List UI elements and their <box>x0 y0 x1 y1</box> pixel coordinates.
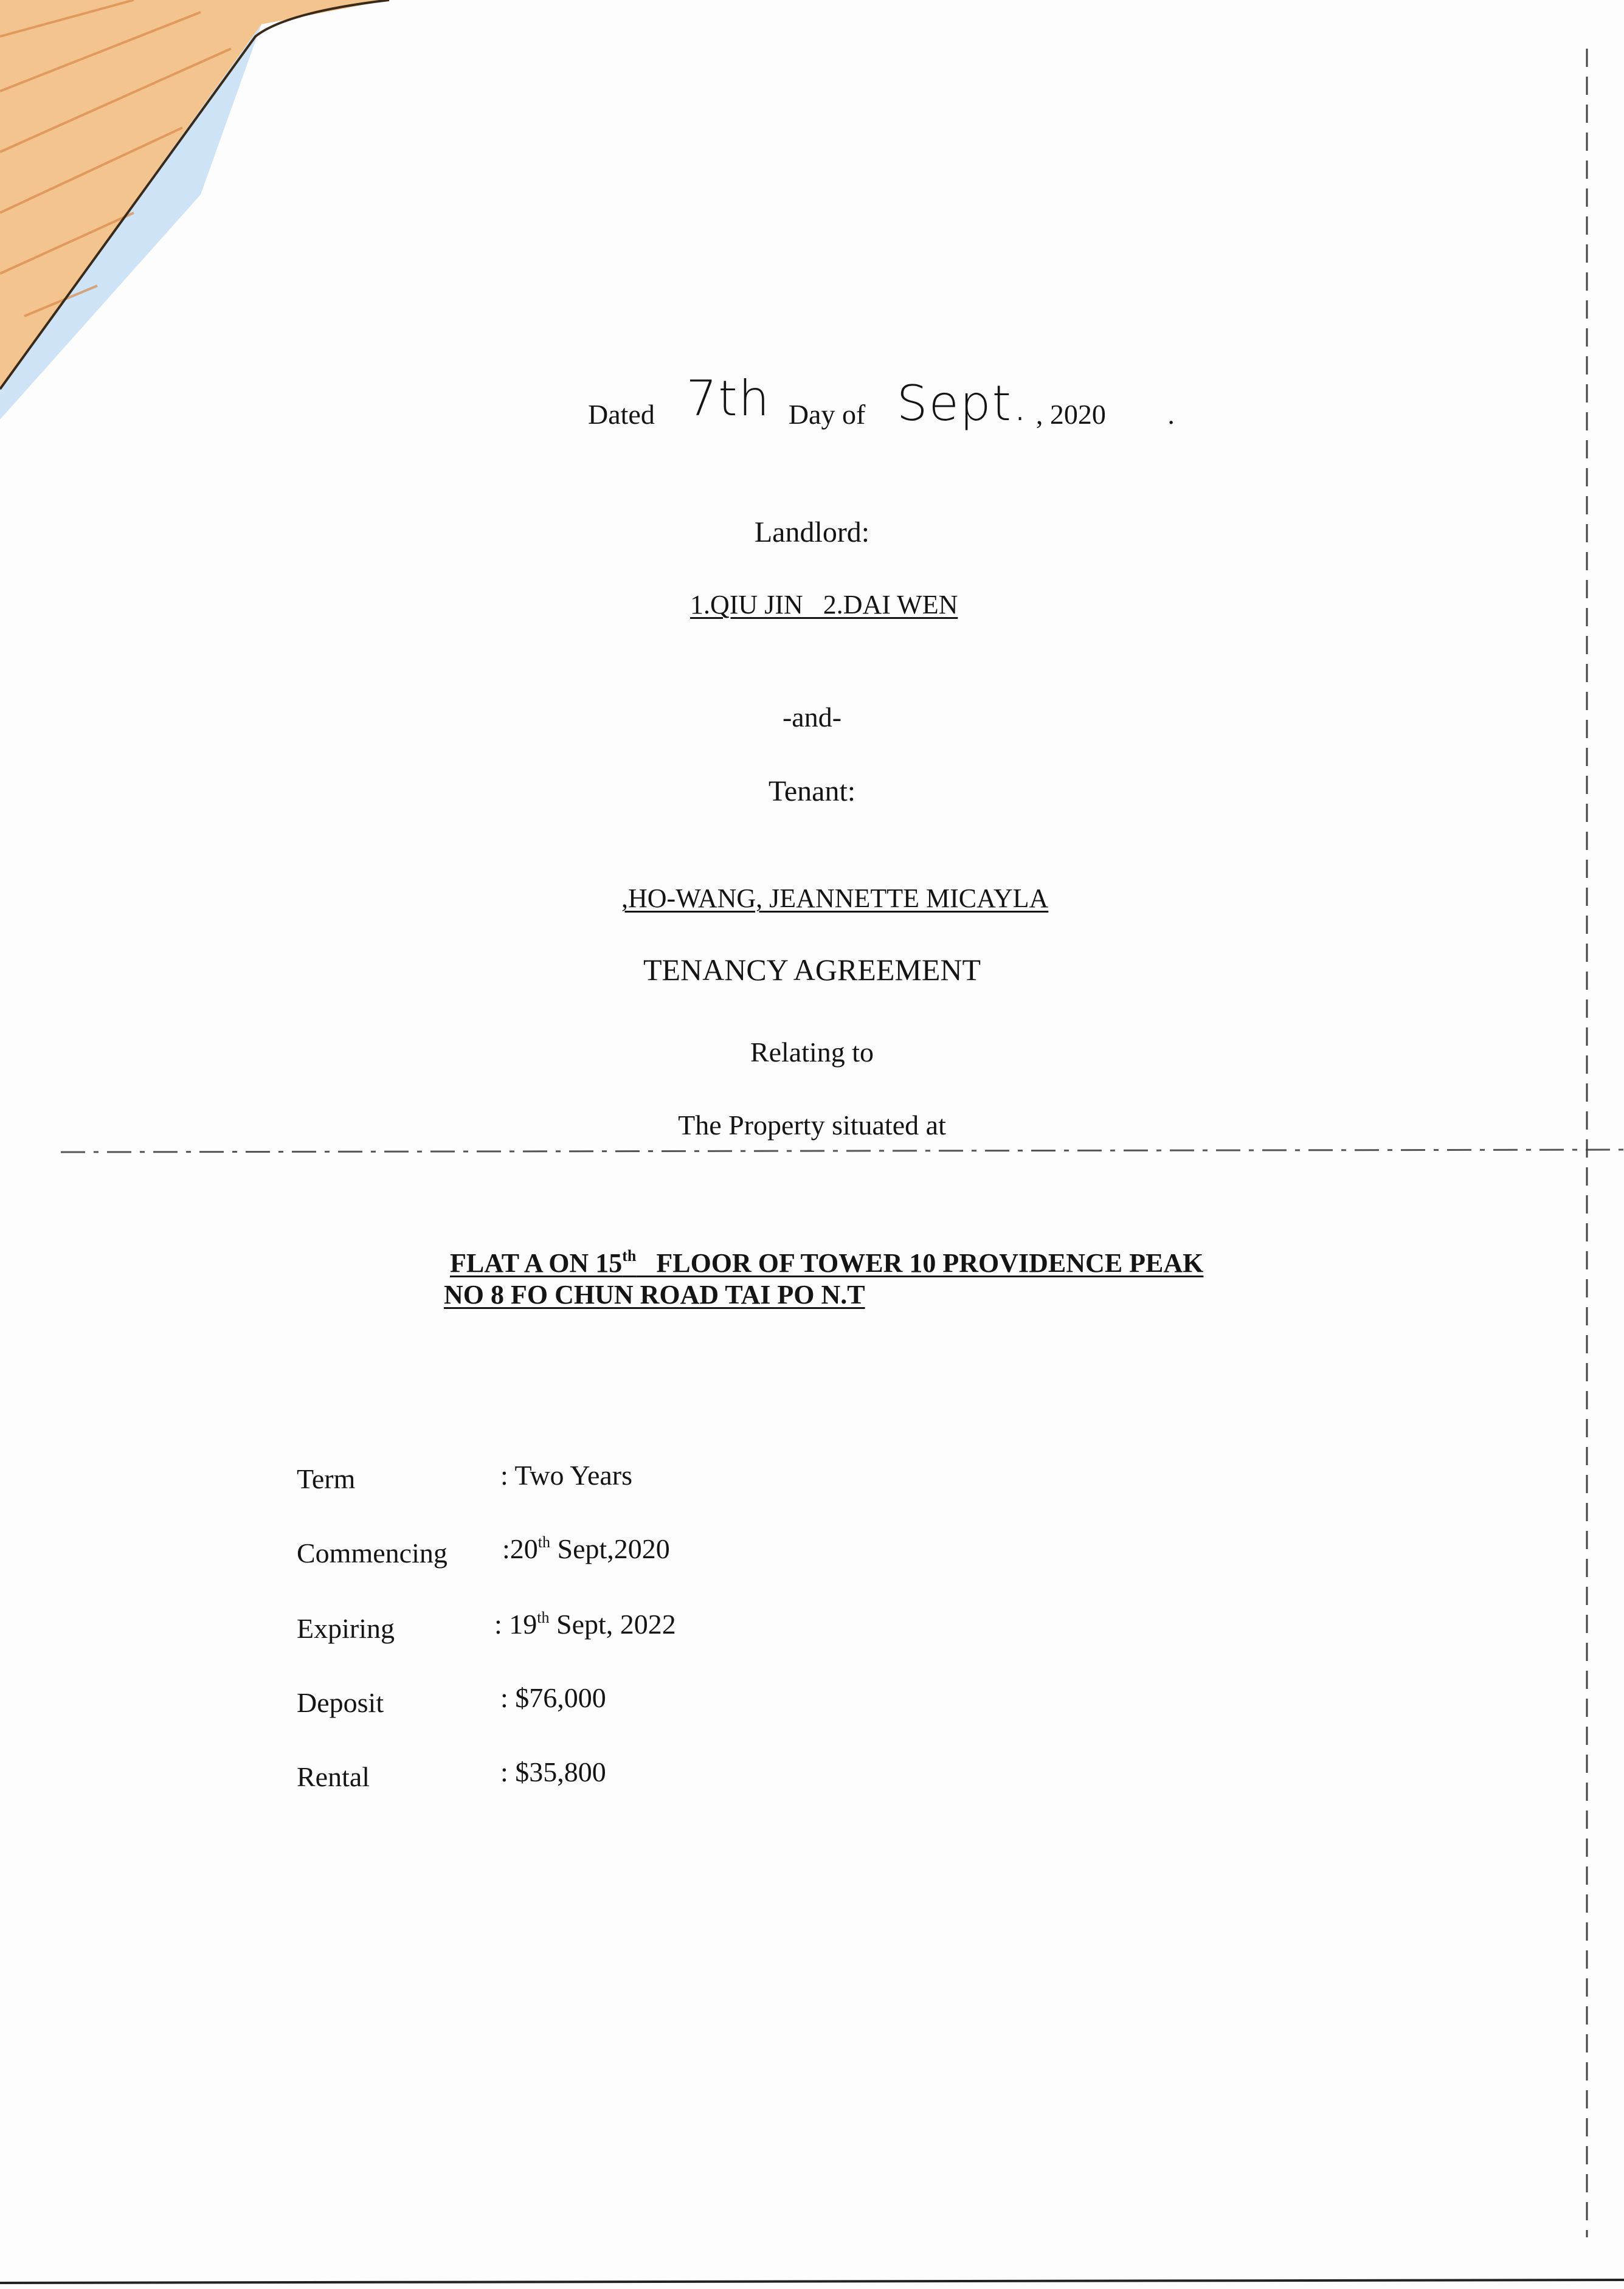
address-line1-text: FLAT A ON 15th FLOOR OF TOWER 10 PROVIDENCE PEAK <box>450 1247 1204 1278</box>
agreement-title: TENANCY AGREEMENT <box>643 953 981 987</box>
dated-prefix: Dated <box>588 399 655 430</box>
handwritten-day: 7th <box>686 370 771 427</box>
paper-bottom-edge <box>0 2274 1624 2289</box>
relating-to: Relating to <box>750 1037 874 1068</box>
property-intro: The Property situated at <box>678 1110 946 1141</box>
dated-line <box>588 370 1175 432</box>
paper-fold-line <box>0 1146 1624 1158</box>
expiring-value: : 19th Sept, 2022 <box>494 1609 676 1640</box>
tenant-name <box>621 885 1085 912</box>
desk-background-corner <box>0 0 426 426</box>
tenant-heading: Tenant: <box>768 775 856 807</box>
dated-trailing-mark: . <box>1167 399 1175 430</box>
property-address-line2 <box>444 1282 865 1308</box>
landlord-heading: Landlord: <box>754 516 870 548</box>
tenant-name-text: ,HO-WANG, JEANNETTE MICAYLA <box>621 883 1049 913</box>
rental-label: Rental <box>297 1761 370 1792</box>
property-address-line1 <box>450 1248 1203 1277</box>
term-value: : Two Years <box>500 1460 633 1491</box>
rental-value: : $35,800 <box>500 1756 606 1787</box>
paper-right-edge <box>1584 49 1590 2237</box>
deposit-label: Deposit <box>297 1687 384 1718</box>
landlord-names <box>690 592 1011 618</box>
expiring-label: Expiring <box>297 1613 395 1644</box>
dated-year: , 2020 <box>1035 399 1106 430</box>
deposit-value: : $76,000 <box>500 1682 606 1713</box>
landlord-names-text: 1.QIU JIN 2.DAI WEN <box>690 590 958 620</box>
commencing-value: :20th Sept,2020 <box>502 1533 670 1564</box>
dated-day-of: Day of <box>788 399 866 430</box>
and-separator: -and- <box>782 702 842 733</box>
term-label: Term <box>297 1463 356 1494</box>
handwritten-month: Sept. <box>896 375 1029 432</box>
address-line2-text: NO 8 FO CHUN ROAD TAI PO N.T <box>444 1280 865 1310</box>
commencing-label: Commencing <box>297 1538 447 1569</box>
